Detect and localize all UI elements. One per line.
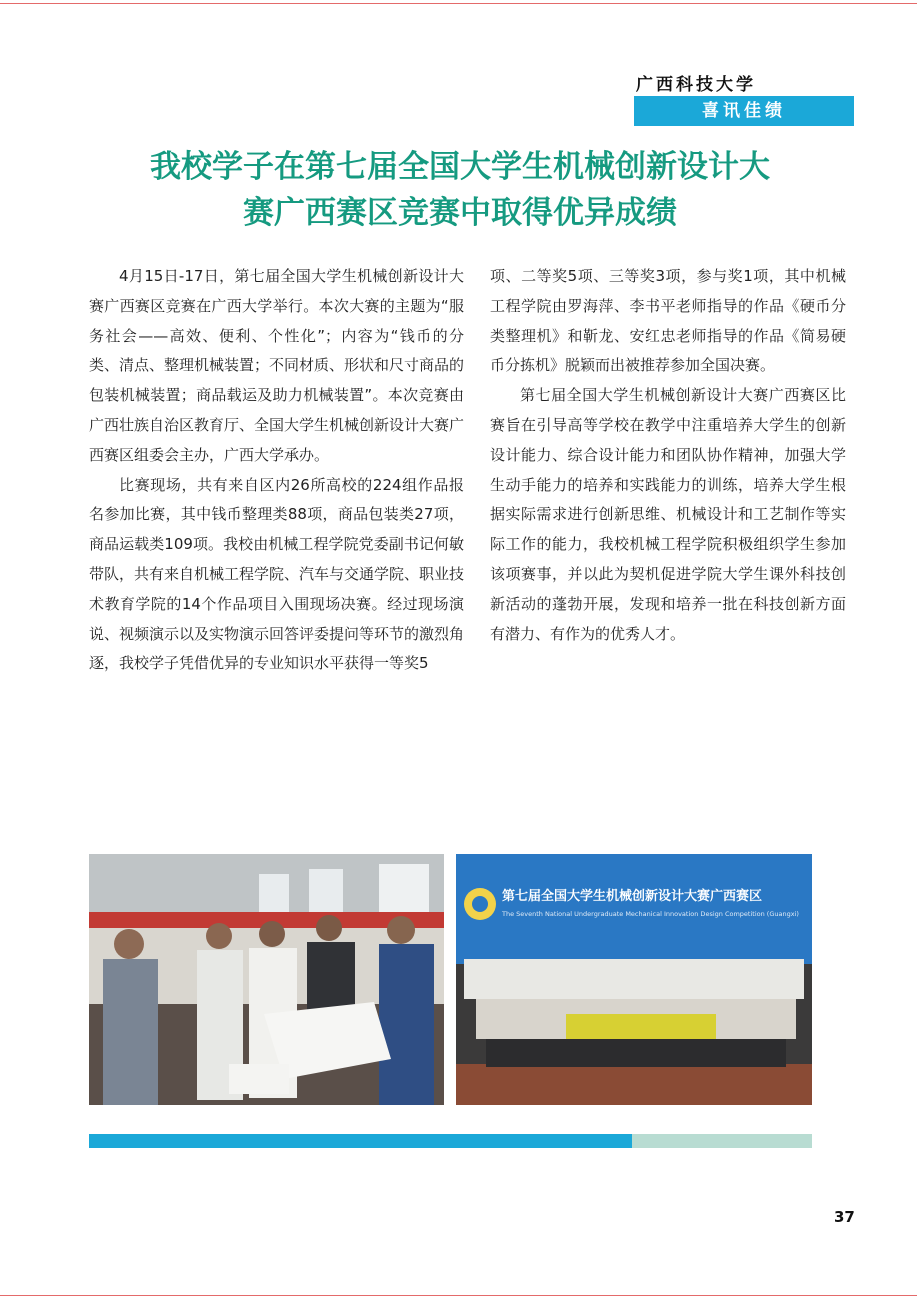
section-tab: 喜讯佳绩 [634,96,854,126]
group-photo [456,854,812,1105]
title-line-2: 赛广西赛区竞赛中取得优异成绩 [243,195,677,231]
school-name: 广西科技大学 [636,75,756,95]
footer-bar-blue [89,1134,632,1148]
bottom-rule [0,1295,917,1296]
right-column [490,262,846,649]
group-photo-image [456,854,812,1105]
banner-title-text: 第七届全国大学生机械创新设计大赛广西赛区 [502,889,763,904]
article-title [80,144,840,236]
paragraph-2: 比赛现场，共有来自区内26所高校的224组作品报名参加比赛，其中钱币整理类88项，商品包装类27项，商品运载类109项。我校由机械工程学院党委副书记何敏带队，共有来自机械工程学院、汽车与交通学院、职业技术教育学院的14个作品项目入围现场决赛。经过现场演说、视频演示以及实物演示回答评委提问等环节的激烈角逐，我校学子凭借优异的专业知识水平获得一等奖5 [89,475,465,673]
paragraph-1: 4月15日-17日，第七届全国大学生机械创新设计大赛广西赛区竞赛在广西大学举行。本次大赛的主题为“服务社会——高效、便利、个性化”；内容为“钱币的分类、清点、整理机械装置；不同材质、形状和尺寸商品的包装机械装置；商品载运及助力机械装置”。本次竞赛由广西壮族自治区教育厅、全国大学生机械创新设计大赛广西赛区组委会主办，广西大学承办。 [89,267,465,464]
title-line-1: 我校学子在第七届全国大学生机械创新设计大 [150,149,770,185]
competition-site-photo [89,854,444,1105]
page-number: 37 [834,1208,855,1226]
footer-bar-green [632,1134,812,1148]
competition-site-image [89,854,444,1105]
banner-subtitle-text: The Seventh National Undergraduate Mechanical Innovation Design Competition (Guangxi) [502,910,799,918]
top-rule [0,3,917,4]
paragraph-2-continued: 项、二等奖5项、三等奖3项，参与奖1项，其中机械工程学院由罗海萍、李书平老师指导的作品《硬币分类整理机》和靳龙、安红忠老师指导的作品《简易硬币分拣机》脱颖而出被推荐参加全国决赛。 [490,267,846,375]
paragraph-3: 第七届全国大学生机械创新设计大赛广西赛区比赛旨在引导高等学校在教学中注重培养大学生的创新设计能力、综合设计能力和团队协作精神，加强大学生动手能力的培养和实践能力的训练，培养大学生根据实际需求进行创新思维、机械设计和工艺制作等实际工作的能力，我校机械工程学院积极组织学生参加该项赛事，并以此为契机促进学院大学生课外科技创新活动的蓬勃开展，发现和培养一批在科技创新方面有潜力、有作为的优秀人才。 [490,386,846,643]
left-column [89,262,464,679]
